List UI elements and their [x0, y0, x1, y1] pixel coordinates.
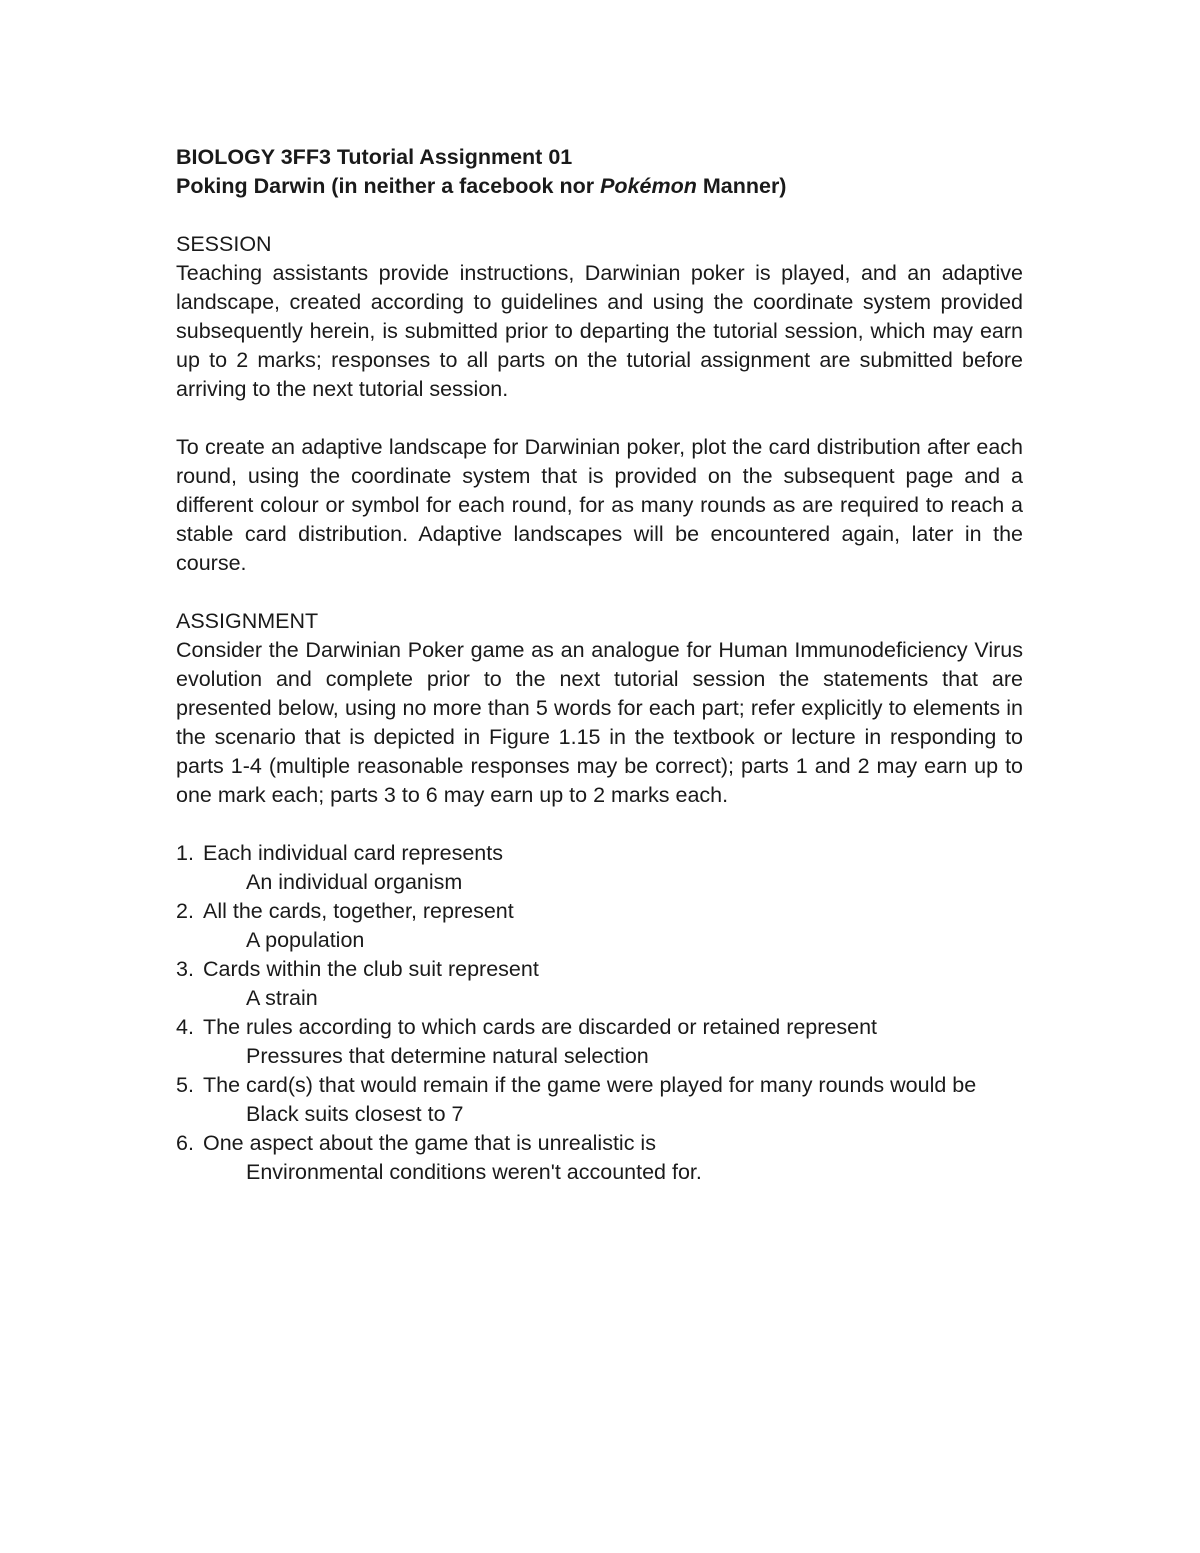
question-number: 3. — [176, 957, 194, 981]
question-prompt: All the cards, together, represent — [203, 899, 514, 923]
question-number: 4. — [176, 1015, 194, 1039]
session-heading: SESSION — [176, 232, 272, 256]
question-prompt: One aspect about the game that is unrealistic is — [203, 1131, 656, 1155]
question-prompt: The rules according to which cards are discarded or retained represent — [203, 1015, 878, 1039]
question-prompt: Each individual card represents — [203, 841, 503, 865]
question-answer: An individual organism — [246, 870, 463, 894]
document-subtitle — [176, 172, 1023, 201]
question-item-4 — [176, 1013, 1023, 1071]
question-answer: Environmental conditions weren't accounted for. — [246, 1160, 702, 1184]
question-item-2 — [176, 897, 1023, 955]
assignment-paragraph: Consider the Darwinian Poker game as an analogue for Human Immunodeficiency Virus evolution and complete prior to the next tutorial session the statements that are presented below, using no more than 5 words for each part; refer explicitly to elements in the scenario that is depicted in Figure 1.15 in the textbook or lecture in responding to parts 1-4 (multiple reasonable responses may be correct); parts 1 and 2 may earn up to one mark each; parts 3 to 6 may earn up to 2 marks each. — [176, 638, 1023, 807]
question-number: 5. — [176, 1073, 194, 1097]
document-title: BIOLOGY 3FF3 Tutorial Assignment 01 — [176, 145, 573, 169]
session-paragraph-2: To create an adaptive landscape for Darwinian poker, plot the card distribution after each round, using the coordinate system that is provided on the subsequent page and a different colour or symbol for each round, for as many rounds as are required to reach a stable card distribution. Adaptive landscapes will be encountered again, later in the course. — [176, 435, 1023, 575]
question-answer: A strain — [246, 986, 318, 1010]
question-number: 1. — [176, 841, 194, 865]
question-item-1 — [176, 839, 1023, 897]
session-paragraph-1: Teaching assistants provide instructions, Darwinian poker is played, and an adaptive landscape, created according to guidelines and using the coordinate system provided subsequently herein, is submitted prior to departing the tutorial session, which may earn up to 2 marks; responses to all parts on the tutorial assignment are submitted before arriving to the next tutorial session. — [176, 261, 1023, 401]
subtitle-part-italic: Pokémon — [600, 174, 697, 198]
question-list — [176, 839, 1023, 1187]
question-item-5 — [176, 1071, 1023, 1129]
question-answer: Black suits closest to 7 — [246, 1102, 464, 1126]
question-number: 6. — [176, 1131, 194, 1155]
question-number: 2. — [176, 899, 194, 923]
question-answer: A population — [246, 928, 365, 952]
document-page — [176, 143, 1023, 1187]
question-item-3 — [176, 955, 1023, 1013]
question-item-6 — [176, 1129, 1023, 1187]
subtitle-part-post: Manner) — [696, 174, 787, 198]
question-prompt: Cards within the club suit represent — [203, 957, 539, 981]
question-prompt: The card(s) that would remain if the game were played for many rounds would be — [203, 1073, 977, 1097]
assignment-heading: ASSIGNMENT — [176, 609, 319, 633]
subtitle-part-pre: Poking Darwin (in neither a facebook nor — [176, 174, 601, 198]
question-answer: Pressures that determine natural selection — [246, 1044, 649, 1068]
